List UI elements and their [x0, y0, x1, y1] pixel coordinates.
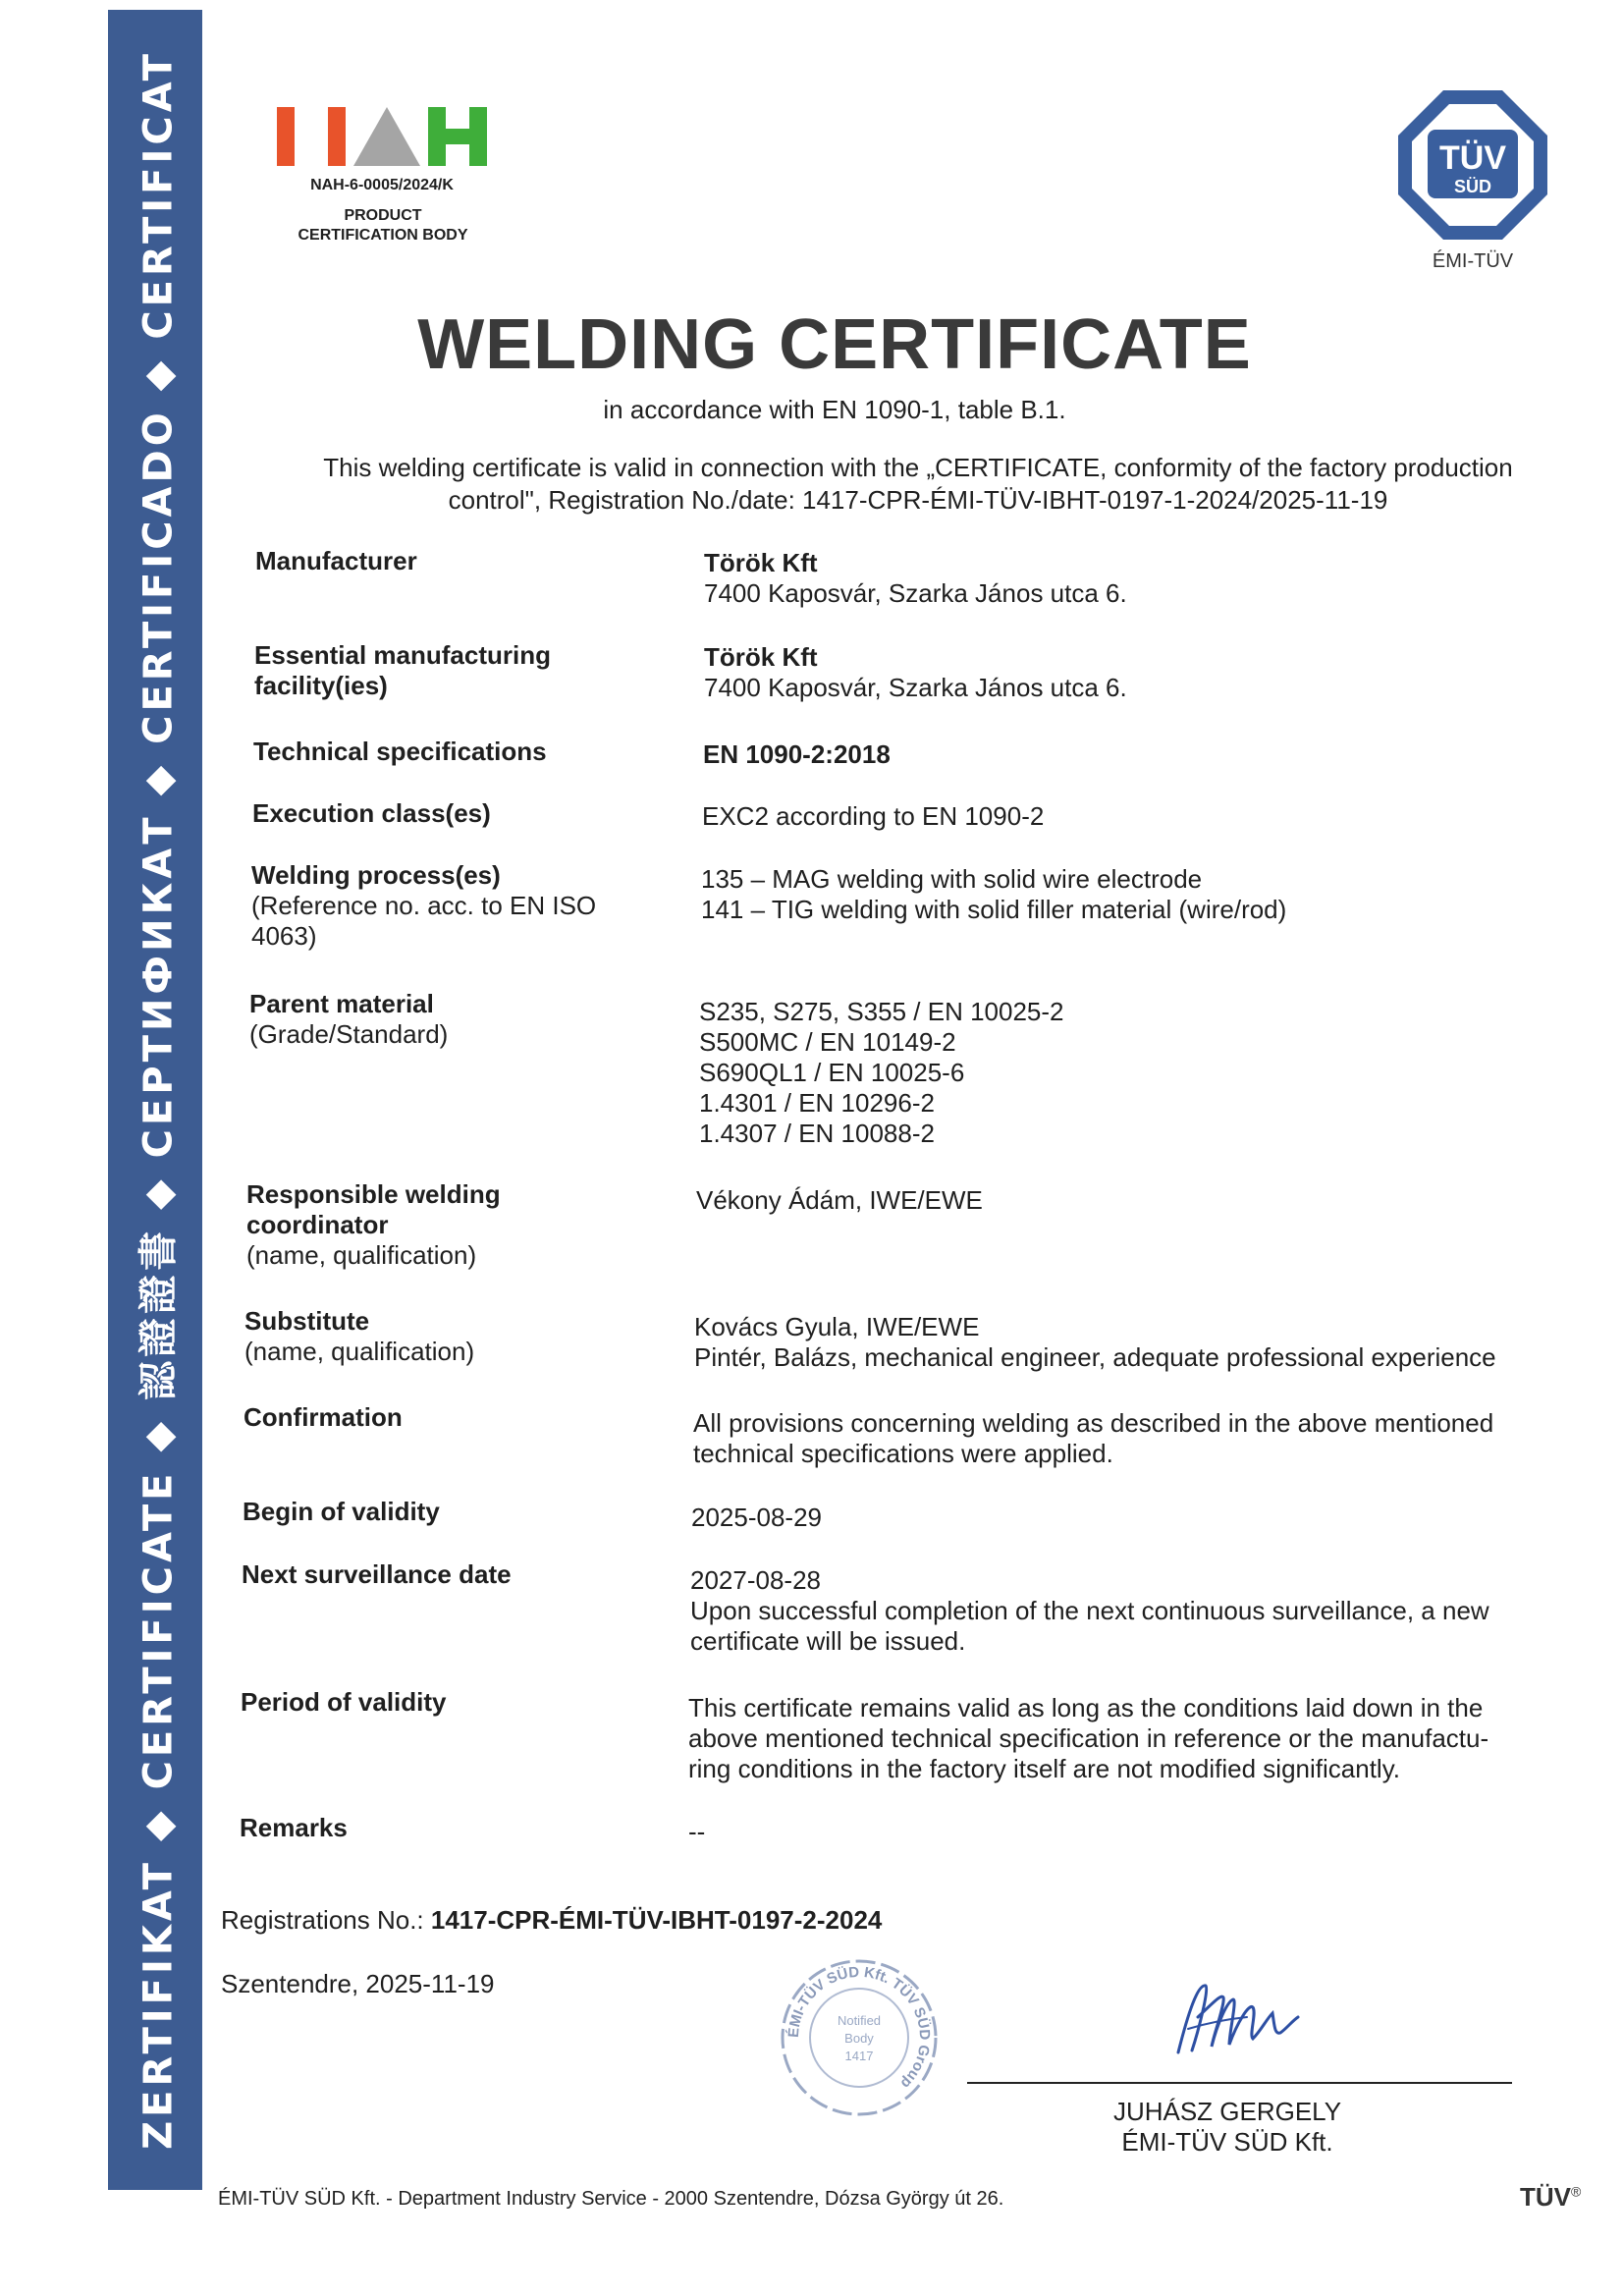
next-surveillance-note: Upon successful completion of the next continuous surveillance, a new	[690, 1596, 1489, 1625]
tuv-sub-caption: ÉMI-TÜV	[1432, 250, 1514, 272]
facility-name: Török Kft	[704, 642, 818, 672]
remarks-label: Remarks	[240, 1813, 348, 1842]
stamp-line3: 1417	[844, 2049, 874, 2063]
stamp-ring-text: ÉMI-TÜV SÜD Kft. TÜV SÜD Group	[784, 1963, 934, 2092]
manufacturer-name: Török Kft	[704, 548, 818, 577]
period-validity-label: Period of validity	[241, 1687, 447, 1717]
registered-mark: ®	[1571, 2183, 1582, 2200]
facility-label-line2: facility(ies)	[254, 671, 388, 700]
manufacturer-value	[704, 548, 1588, 609]
tuv-trademark-text: TÜV	[1520, 2182, 1571, 2212]
confirmation-line: technical specifications were applied.	[693, 1439, 1113, 1468]
sidebar-multilingual-text: ZERTIFIKAT ◆ CERTIFICATE ◆ 認證證書 ◆ СЕРТИФИКАТ ◆ CERTIFICADO ◆ CERTIFICAT	[135, 50, 182, 2150]
substitute-item: Kovács Gyula, IWE/EWE	[694, 1312, 980, 1341]
exec-class-label: Execution class(es)	[252, 798, 491, 828]
nah-logo	[277, 101, 487, 172]
parent-material-label	[249, 989, 662, 1050]
next-surveillance-date: 2027-08-28	[690, 1565, 821, 1595]
facility-label	[254, 640, 667, 701]
period-validity-line: This certificate remains valid as long as the conditions laid down in the	[688, 1693, 1484, 1722]
footer-address: ÉMI-TÜV SÜD Kft. - Department Industry Service - 2000 Szentendre, Dózsa György út 26.	[218, 2188, 1004, 2210]
coordinator-value: Vékony Ádám, IWE/EWE	[696, 1185, 983, 1215]
parent-material-title: Parent material	[249, 989, 434, 1018]
period-validity-line: ring conditions in the factory itself are not modified significantly.	[688, 1754, 1400, 1783]
next-surveillance-label: Next surveillance date	[242, 1559, 512, 1589]
tuv-sud-logo	[1394, 86, 1551, 244]
signer-name: JUHÁSZ GERGELY	[1112, 2097, 1342, 2126]
certificate-sidebar-band	[108, 10, 202, 2190]
coordinator-label-line2: coordinator	[246, 1210, 389, 1239]
place-date: Szentendre, 2025-11-19	[221, 1969, 495, 1998]
manufacturer-address: 7400 Kaposvár, Szarka János utca 6.	[704, 578, 1127, 608]
begin-validity-label: Begin of validity	[243, 1497, 440, 1526]
tuv-logo-bottom-text: SÜD	[1453, 177, 1492, 196]
registration-line	[221, 1905, 882, 1936]
nah-body-line2: CERTIFICATION BODY	[298, 227, 468, 244]
process-value	[701, 864, 1585, 925]
period-validity-line: above mentioned technical specification in reference or the manufactu-	[688, 1723, 1489, 1753]
parent-material-item: S690QL1 / EN 10025-6	[699, 1058, 965, 1087]
handwritten-signature	[1159, 1974, 1316, 2062]
parent-material-item: S500MC / EN 10149-2	[699, 1027, 956, 1057]
nah-body-line1: PRODUCT	[344, 207, 422, 224]
next-surveillance-note: certificate will be issued.	[690, 1626, 966, 1656]
registration-label: Registrations No.:	[221, 1905, 431, 1935]
substitute-label	[244, 1306, 657, 1367]
parent-material-value	[699, 997, 1583, 1149]
registration-number: 1417-CPR-ÉMI-TÜV-IBHT-0197-2-2024	[430, 1905, 883, 1935]
process-label-title: Welding process(es)	[251, 860, 501, 890]
parent-material-item: 1.4301 / EN 10296-2	[699, 1088, 935, 1118]
confirmation-value	[693, 1408, 1577, 1469]
coordinator-label-note: (name, qualification)	[246, 1240, 477, 1270]
confirmation-line: All provisions concerning welding as described in the above mentioned	[693, 1408, 1494, 1438]
coordinator-label	[246, 1179, 659, 1271]
page-title: WELDING CERTIFICATE	[417, 305, 1252, 384]
nah-body-caption	[265, 206, 501, 246]
process-item: 141 – TIG welding with solid filler material (wire/rod)	[701, 895, 1287, 924]
signature-line	[967, 2082, 1512, 2084]
substitute-item: Pintér, Balázs, mechanical engineer, adequate professional experience	[694, 1342, 1496, 1372]
intro-line: This welding certificate is valid in connection with the „CERTIFICATE, conformity of the factory production	[323, 453, 1513, 482]
substitute-label-note: (name, qualification)	[244, 1337, 475, 1366]
parent-material-item: 1.4307 / EN 10088-2	[699, 1119, 935, 1148]
signer-company: ÉMI-TÜV SÜD Kft.	[1121, 2127, 1333, 2157]
notified-body-stamp	[776, 1954, 943, 2121]
parent-material-item: S235, S275, S355 / EN 10025-2	[699, 997, 1064, 1026]
facility-value	[704, 642, 1588, 703]
facility-address: 7400 Kaposvár, Szarka János utca 6.	[704, 673, 1127, 702]
process-label-note: 4063)	[251, 921, 317, 951]
substitute-label-title: Substitute	[244, 1306, 370, 1336]
begin-validity-value: 2025-08-29	[691, 1503, 822, 1532]
stamp-line2: Body	[844, 2031, 874, 2046]
process-item: 135 – MAG welding with solid wire electrode	[701, 864, 1203, 894]
signer-block	[1060, 2097, 1394, 2158]
coordinator-label-line1: Responsible welding	[246, 1179, 501, 1209]
remarks-value: --	[688, 1817, 706, 1846]
process-label-note: (Reference no. acc. to EN ISO	[251, 891, 597, 920]
tuv-trademark	[1520, 2182, 1581, 2213]
process-label	[251, 860, 664, 952]
exec-class-value: EXC2 according to EN 1090-2	[702, 801, 1045, 831]
facility-label-line1: Essential manufacturing	[254, 640, 551, 670]
stamp-line1: Notified	[837, 2013, 882, 2028]
period-validity-value	[688, 1693, 1572, 1784]
tech-spec-value: EN 1090-2:2018	[703, 739, 891, 769]
next-surveillance-value	[690, 1565, 1574, 1657]
substitute-value	[694, 1312, 1578, 1373]
tech-spec-label: Technical specifications	[253, 737, 547, 766]
page-subtitle: in accordance with EN 1090-1, table B.1.	[603, 395, 1066, 424]
intro-line: control", Registration No./date: 1417-CPR-ÉMI-TÜV-IBHT-0197-1-2024/2025-11-19	[448, 485, 1388, 515]
tuv-logo-top-text: TÜV	[1439, 139, 1506, 177]
manufacturer-label: Manufacturer	[255, 546, 417, 575]
confirmation-label: Confirmation	[243, 1402, 403, 1432]
parent-material-note: (Grade/Standard)	[249, 1019, 449, 1049]
nah-accreditation-code: NAH-6-0005/2024/K	[310, 177, 454, 193]
intro-paragraph	[265, 452, 1571, 517]
